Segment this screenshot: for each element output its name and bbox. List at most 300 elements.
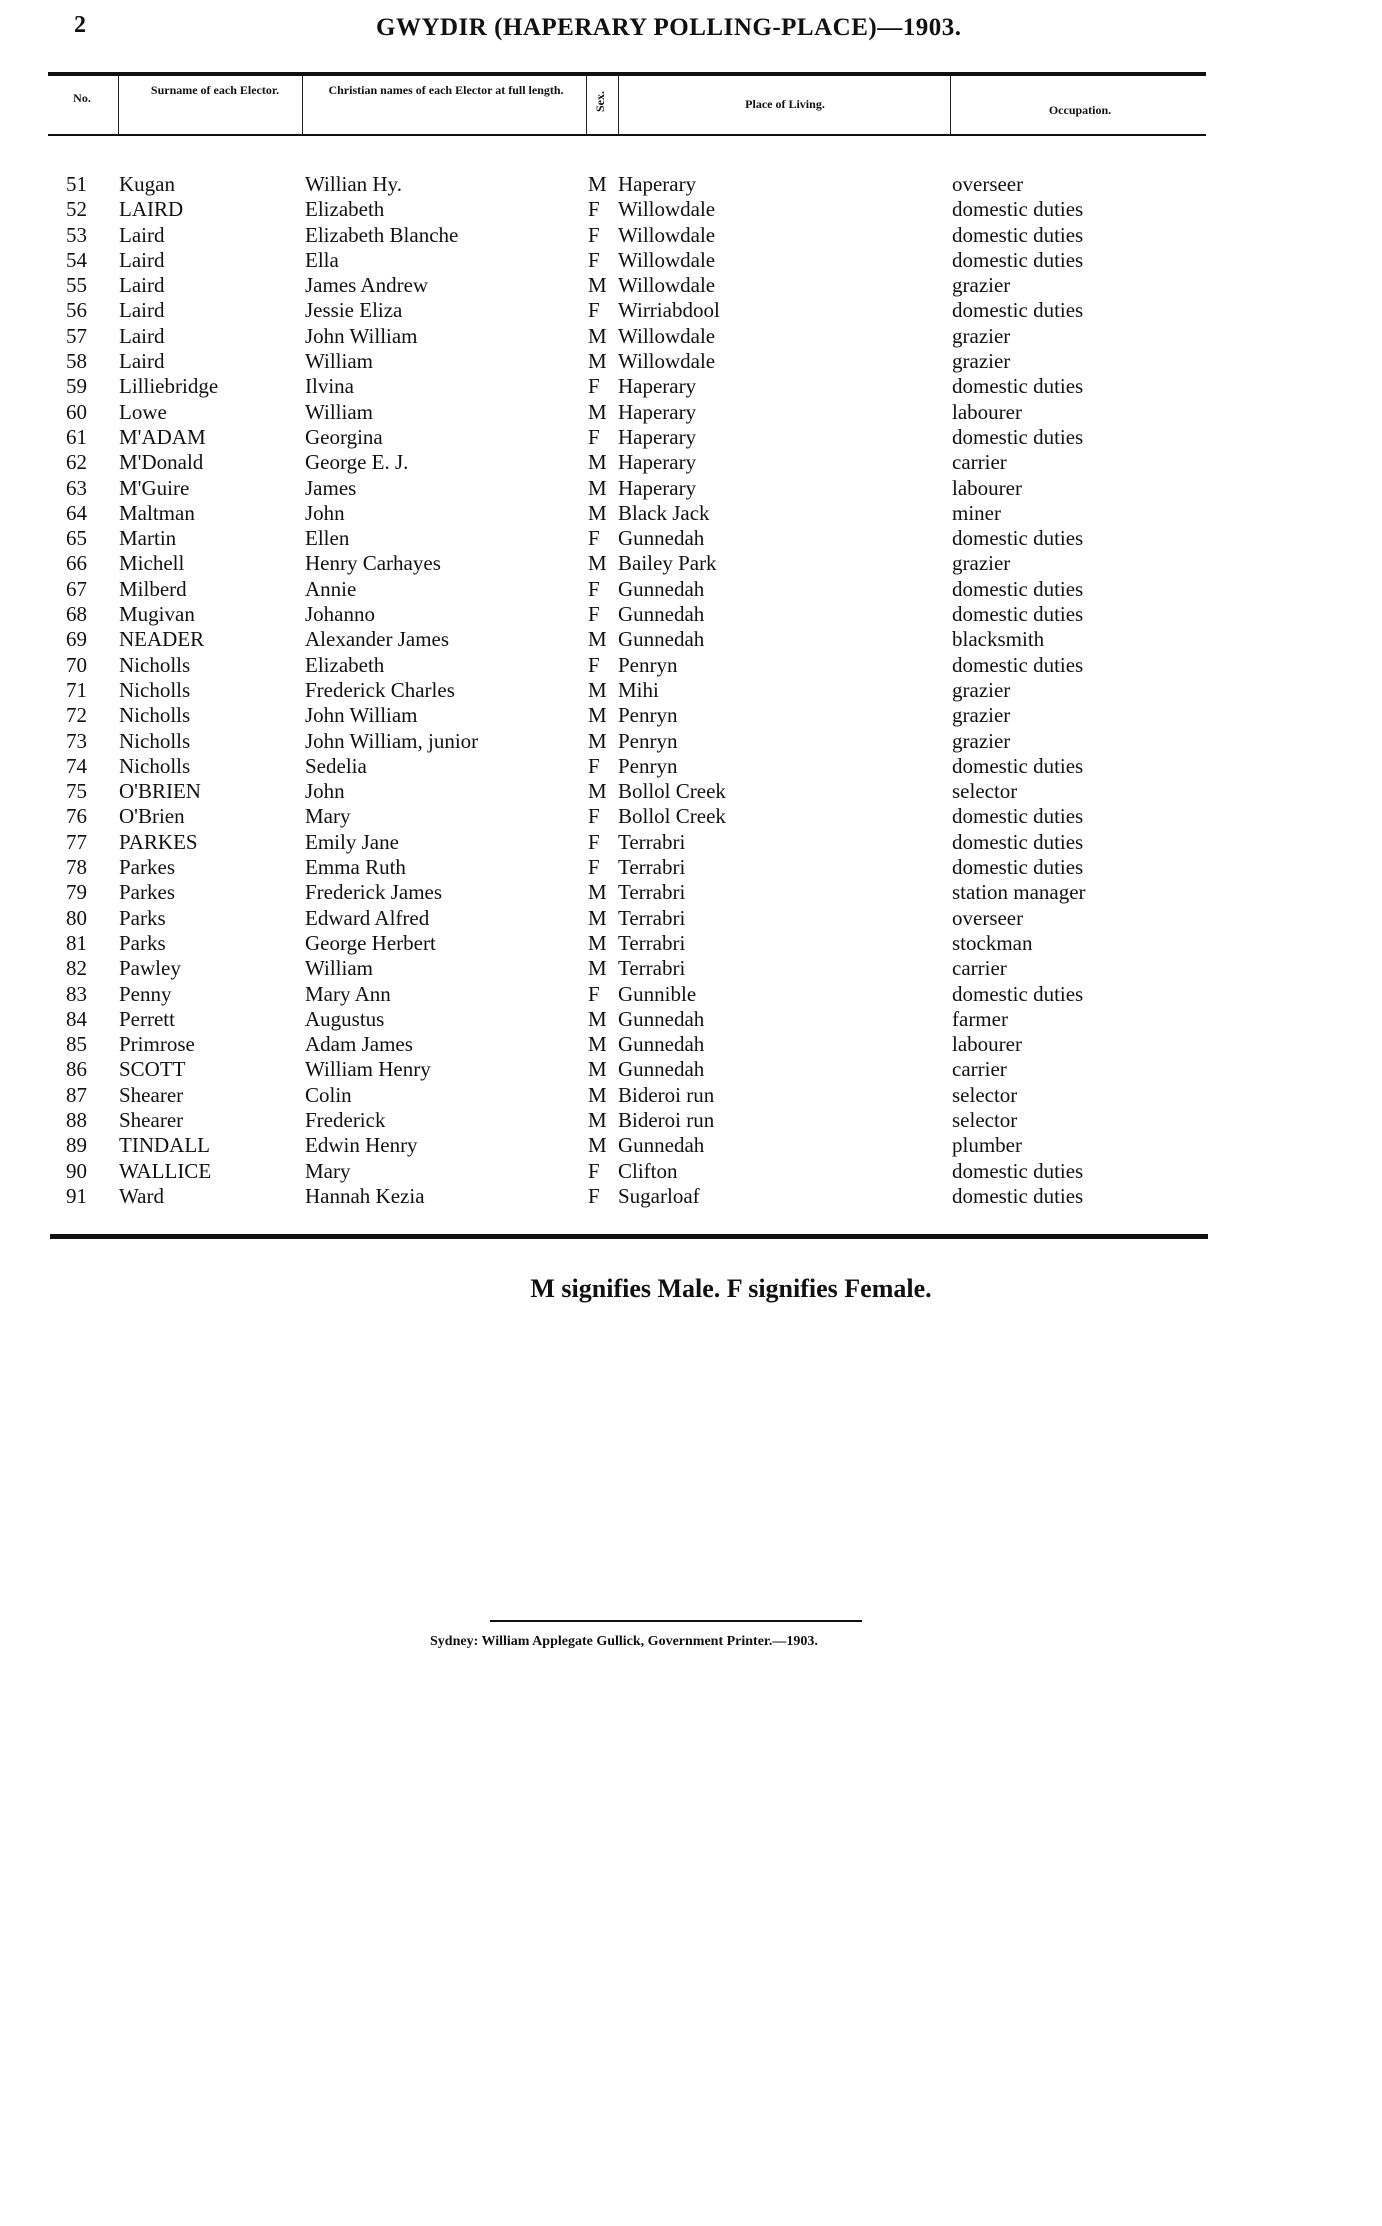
elector-place: Gunnedah (618, 1006, 705, 1031)
elector-number: 57 (66, 323, 87, 348)
elector-occupation: labourer (952, 1032, 1022, 1057)
table-row (0, 526, 1382, 551)
elector-place: Gunnedah (618, 526, 705, 551)
elector-place: Willowdale (618, 323, 716, 348)
printer-rule (490, 1620, 862, 1622)
elector-sex: F (588, 576, 600, 601)
elector-sex: M (588, 1082, 607, 1107)
elector-sex: M (588, 349, 607, 374)
elector-surname: Nicholls (119, 703, 191, 728)
elector-sex: M (588, 880, 607, 905)
column-header-occupation: Occupation. (1048, 103, 1112, 117)
elector-surname: Pawley (119, 956, 181, 981)
elector-sex: M (588, 930, 607, 955)
elector-christian-names: Ellen (305, 526, 350, 551)
elector-surname: Shearer (119, 1082, 184, 1107)
elector-place: Haperary (618, 450, 697, 475)
elector-occupation: domestic duties (952, 298, 1084, 323)
elector-occupation: domestic duties (952, 652, 1084, 677)
elector-place: Terrabri (618, 905, 686, 930)
elector-christian-names: Emma Ruth (305, 855, 406, 880)
elector-number: 56 (66, 298, 87, 323)
elector-surname: Nicholls (119, 728, 191, 753)
elector-christian-names: Elizabeth (305, 652, 385, 677)
elector-occupation: domestic duties (952, 981, 1084, 1006)
elector-place: Clifton (618, 1158, 678, 1183)
table-row (0, 729, 1382, 754)
elector-occupation: domestic duties (952, 1183, 1084, 1208)
elector-occupation: blacksmith (952, 627, 1045, 652)
printer-imprint: Sydney: William Applegate Gullick, Government Printer.—1903. (430, 1634, 818, 1649)
elector-number: 85 (66, 1032, 87, 1057)
elector-sex: F (588, 804, 600, 829)
elector-number: 90 (66, 1158, 87, 1183)
elector-occupation: labourer (952, 399, 1022, 424)
elector-sex: F (588, 247, 600, 272)
elector-number: 82 (66, 956, 87, 981)
column-header-place: Place of Living. (745, 97, 825, 111)
table-row (0, 1032, 1382, 1057)
elector-sex: M (588, 500, 607, 525)
elector-christian-names: Mary Ann (305, 981, 391, 1006)
elector-surname: Milberd (119, 576, 187, 601)
elector-number: 84 (66, 1006, 87, 1031)
elector-surname: Kugan (119, 172, 175, 196)
elector-number: 72 (66, 703, 87, 728)
elector-sex: F (588, 526, 600, 551)
elector-place: Haperary (618, 424, 697, 449)
table-row (0, 602, 1382, 627)
elector-place: Haperary (618, 374, 697, 399)
elector-surname: Parkes (119, 880, 175, 905)
elector-occupation: selector (952, 1082, 1018, 1107)
elector-surname: O'Brien (119, 804, 185, 829)
table-row (0, 754, 1382, 779)
elector-surname: TINDALL (119, 1133, 210, 1158)
elector-christian-names: John William (305, 703, 418, 728)
elector-christian-names: Annie (305, 576, 357, 601)
table-row (0, 349, 1382, 374)
elector-sex: M (588, 450, 607, 475)
elector-occupation: domestic duties (952, 855, 1084, 880)
elector-sex: F (588, 602, 600, 627)
elector-occupation: carrier (952, 1057, 1007, 1082)
table-header-rule (48, 134, 1206, 136)
elector-sex: M (588, 1057, 607, 1082)
elector-sex: F (588, 298, 600, 323)
elector-number: 67 (66, 576, 87, 601)
sex-legend: M signifies Male. F signifies Female. (530, 1274, 932, 1303)
elector-christian-names: Sedelia (305, 753, 367, 778)
elector-surname: Parks (119, 905, 166, 930)
elector-sex: M (588, 1107, 607, 1132)
elector-surname: Laird (119, 222, 165, 247)
elector-surname: Maltman (119, 500, 195, 525)
elector-surname: Laird (119, 247, 165, 272)
elector-surname: M'ADAM (119, 424, 206, 449)
elector-number: 87 (66, 1082, 87, 1107)
table-row (0, 906, 1382, 931)
table-row (0, 551, 1382, 576)
elector-place: Gunnedah (618, 1057, 705, 1082)
table-row (0, 956, 1382, 981)
elector-number: 78 (66, 855, 87, 880)
elector-christian-names: Willian Hy. (305, 172, 402, 196)
elector-place: Bideroi run (618, 1107, 715, 1132)
column-header-surname: Surname of each Elector. (150, 83, 280, 97)
elector-place: Gunnible (618, 981, 697, 1006)
elector-christian-names: Hannah Kezia (305, 1183, 425, 1208)
elector-surname: Nicholls (119, 677, 191, 702)
elector-christian-names: Edwin Henry (305, 1133, 418, 1158)
elector-surname: Penny (119, 981, 172, 1006)
elector-number: 68 (66, 602, 87, 627)
elector-number: 81 (66, 930, 87, 955)
elector-number: 79 (66, 880, 87, 905)
elector-number: 61 (66, 424, 87, 449)
elector-occupation: grazier (952, 728, 1011, 753)
table-row (0, 298, 1382, 323)
elector-occupation: carrier (952, 450, 1007, 475)
table-row (0, 1007, 1382, 1032)
elector-surname: PARKES (119, 829, 198, 854)
elector-christian-names: Emily Jane (305, 829, 399, 854)
elector-surname: Nicholls (119, 652, 191, 677)
table-row (0, 982, 1382, 1007)
table-row (0, 804, 1382, 829)
elector-number: 52 (66, 197, 87, 222)
elector-sex: M (588, 475, 607, 500)
elector-sex: M (588, 703, 607, 728)
column-divider (618, 76, 619, 134)
elector-place: Wirriabdool (618, 298, 720, 323)
table-row (0, 1184, 1382, 1209)
elector-christian-names: Mary (305, 1158, 351, 1183)
elector-christian-names: Jessie Eliza (305, 298, 403, 323)
elector-occupation: domestic duties (952, 1158, 1084, 1183)
elector-surname: O'BRIEN (119, 779, 201, 804)
elector-place: Terrabri (618, 855, 686, 880)
elector-christian-names: Alexander James (305, 627, 450, 652)
elector-sex: F (588, 197, 600, 222)
table-row (0, 425, 1382, 450)
elector-place: Penryn (618, 728, 678, 753)
elector-sex: F (588, 855, 600, 880)
elector-occupation: domestic duties (952, 374, 1084, 399)
elector-surname: Ward (119, 1183, 164, 1208)
elector-christian-names: John (305, 779, 345, 804)
elector-sex: F (588, 981, 600, 1006)
elector-surname: Laird (119, 349, 165, 374)
elector-place: Terrabri (618, 829, 686, 854)
elector-place: Terrabri (618, 956, 686, 981)
column-divider (118, 76, 119, 134)
elector-christian-names: Elizabeth Blanche (305, 222, 459, 247)
elector-place: Bollol Creek (618, 779, 726, 804)
elector-christian-names: Ella (305, 247, 339, 272)
table-row (0, 501, 1382, 526)
elector-sex: M (588, 956, 607, 981)
elector-occupation: farmer (952, 1006, 1008, 1031)
elector-place: Willowdale (618, 273, 716, 298)
elector-surname: Michell (119, 551, 185, 576)
elector-sex: F (588, 829, 600, 854)
elector-christian-names: Mary (305, 804, 351, 829)
elector-sex: M (588, 551, 607, 576)
elector-surname: WALLICE (119, 1158, 212, 1183)
page-number: 2 (74, 12, 86, 38)
elector-occupation: grazier (952, 677, 1011, 702)
elector-number: 75 (66, 779, 87, 804)
elector-occupation: grazier (952, 551, 1011, 576)
elector-christian-names: Georgina (305, 424, 383, 449)
elector-christian-names: James (305, 475, 357, 500)
elector-sex: F (588, 753, 600, 778)
elector-place: Sugarloaf (618, 1183, 700, 1208)
elector-number: 88 (66, 1107, 87, 1132)
elector-number: 53 (66, 222, 87, 247)
elector-christian-names: Johanno (305, 602, 375, 627)
elector-surname: Mugivan (119, 602, 195, 627)
elector-occupation: selector (952, 1107, 1018, 1132)
elector-number: 76 (66, 804, 87, 829)
elector-place: Bollol Creek (618, 804, 726, 829)
elector-surname: Shearer (119, 1107, 184, 1132)
table-row (0, 1159, 1382, 1184)
elector-christian-names: Elizabeth (305, 197, 385, 222)
table-row (0, 223, 1382, 248)
elector-place: Willowdale (618, 222, 716, 247)
elector-number: 89 (66, 1133, 87, 1158)
elector-occupation: domestic duties (952, 804, 1084, 829)
elector-surname: Nicholls (119, 753, 191, 778)
elector-place: Willowdale (618, 247, 716, 272)
elector-christian-names: William (305, 956, 373, 981)
table-row (0, 374, 1382, 399)
table-row (0, 678, 1382, 703)
table-row (0, 577, 1382, 602)
elector-surname: NEADER (119, 627, 205, 652)
elector-christian-names: John (305, 500, 345, 525)
elector-occupation: domestic duties (952, 247, 1084, 272)
elector-number: 74 (66, 753, 87, 778)
elector-sex: M (588, 677, 607, 702)
elector-sex: M (588, 627, 607, 652)
elector-place: Gunnedah (618, 1032, 705, 1057)
elector-surname: M'Donald (119, 450, 204, 475)
elector-occupation: station manager (952, 880, 1086, 905)
elector-occupation: grazier (952, 323, 1011, 348)
elector-occupation: domestic duties (952, 526, 1084, 551)
elector-number: 73 (66, 728, 87, 753)
elector-surname: Parks (119, 930, 166, 955)
table-row (0, 830, 1382, 855)
column-header-no: No. (73, 91, 91, 105)
elector-surname: Lilliebridge (119, 374, 219, 399)
elector-surname: Laird (119, 323, 165, 348)
table-row (0, 779, 1382, 804)
elector-christian-names: William (305, 399, 373, 424)
elector-surname: Martin (119, 526, 177, 551)
elector-christian-names: Ilvina (305, 374, 354, 399)
elector-number: 63 (66, 475, 87, 500)
column-header-christian: Christian names of each Elector at full length. (328, 83, 564, 97)
elector-occupation: domestic duties (952, 222, 1084, 247)
elector-surname: Primrose (119, 1032, 195, 1057)
elector-number: 54 (66, 247, 87, 272)
elector-number: 70 (66, 652, 87, 677)
elector-place: Haperary (618, 172, 697, 196)
elector-surname: SCOTT (119, 1057, 186, 1082)
elector-christian-names: Colin (305, 1082, 352, 1107)
table-row (0, 450, 1382, 475)
elector-number: 62 (66, 450, 87, 475)
table-row (0, 627, 1382, 652)
table-row (0, 1133, 1382, 1158)
elector-sex: M (588, 399, 607, 424)
elector-place: Gunnedah (618, 1133, 705, 1158)
elector-sex: M (588, 779, 607, 804)
table-row (0, 880, 1382, 905)
elector-place: Penryn (618, 703, 678, 728)
elector-christian-names: Frederick James (305, 880, 443, 905)
elector-christian-names: George Herbert (305, 930, 436, 955)
elector-occupation: domestic duties (952, 829, 1084, 854)
elector-sex: M (588, 273, 607, 298)
elector-occupation: grazier (952, 349, 1011, 374)
elector-occupation: labourer (952, 475, 1022, 500)
column-divider (302, 76, 303, 134)
elector-number: 71 (66, 677, 87, 702)
elector-occupation: selector (952, 779, 1018, 804)
elector-place: Haperary (618, 399, 697, 424)
elector-sex: F (588, 1183, 600, 1208)
elector-christian-names: William Henry (305, 1057, 431, 1082)
table-row (0, 1083, 1382, 1108)
elector-occupation: domestic duties (952, 602, 1084, 627)
table-row (0, 197, 1382, 222)
elector-sex: F (588, 1158, 600, 1183)
elector-place: Gunnedah (618, 576, 705, 601)
elector-place: Willowdale (618, 197, 716, 222)
elector-occupation: domestic duties (952, 197, 1084, 222)
elector-occupation: stockman (952, 930, 1033, 955)
elector-surname: M'Guire (119, 475, 190, 500)
elector-sex: M (588, 323, 607, 348)
elector-occupation: domestic duties (952, 753, 1084, 778)
elector-sex: F (588, 424, 600, 449)
elector-surname: Laird (119, 273, 165, 298)
elector-surname: Laird (119, 298, 165, 323)
elector-occupation: grazier (952, 273, 1011, 298)
elector-place: Black Jack (618, 500, 710, 525)
elector-surname: LAIRD (119, 197, 184, 222)
elector-number: 65 (66, 526, 87, 551)
elector-sex: M (588, 1032, 607, 1057)
elector-occupation: miner (952, 500, 1001, 525)
elector-occupation: domestic duties (952, 424, 1084, 449)
elector-number: 83 (66, 981, 87, 1006)
elector-place: Bailey Park (618, 551, 717, 576)
elector-sex: M (588, 1133, 607, 1158)
elector-occupation: domestic duties (952, 576, 1084, 601)
elector-sex: M (588, 728, 607, 753)
elector-number: 77 (66, 829, 87, 854)
table-row (0, 1108, 1382, 1133)
elector-number: 58 (66, 349, 87, 374)
elector-occupation: overseer (952, 172, 1024, 196)
elector-christian-names: Adam James (305, 1032, 413, 1057)
table-row (0, 400, 1382, 425)
column-divider (950, 76, 951, 134)
elector-sex: F (588, 652, 600, 677)
table-row (0, 1057, 1382, 1082)
electors-table (0, 172, 1382, 1209)
elector-number: 91 (66, 1183, 87, 1208)
elector-occupation: carrier (952, 956, 1007, 981)
elector-surname: Parkes (119, 855, 175, 880)
table-row (0, 273, 1382, 298)
elector-place: Penryn (618, 652, 678, 677)
elector-occupation: plumber (952, 1133, 1022, 1158)
elector-sex: M (588, 905, 607, 930)
elector-place: Bideroi run (618, 1082, 715, 1107)
elector-place: Haperary (618, 475, 697, 500)
elector-number: 59 (66, 374, 87, 399)
column-header-sex: Sex. (593, 91, 607, 112)
elector-christian-names: Frederick (305, 1107, 386, 1132)
elector-number: 80 (66, 905, 87, 930)
elector-christian-names: Henry Carhayes (305, 551, 441, 576)
elector-christian-names: John William, junior (305, 728, 479, 753)
elector-place: Terrabri (618, 880, 686, 905)
elector-number: 64 (66, 500, 87, 525)
elector-occupation: overseer (952, 905, 1024, 930)
elector-place: Gunnedah (618, 602, 705, 627)
elector-surname: Perrett (119, 1006, 175, 1031)
elector-sex: F (588, 222, 600, 247)
elector-christian-names: John William (305, 323, 418, 348)
page-title: GWYDIR (HAPERARY POLLING-PLACE)—1903. (376, 14, 962, 41)
elector-sex: F (588, 374, 600, 399)
elector-occupation: grazier (952, 703, 1011, 728)
elector-surname: Lowe (119, 399, 167, 424)
table-row (0, 855, 1382, 880)
elector-number: 60 (66, 399, 87, 424)
table-top-rule (48, 72, 1206, 76)
elector-number: 66 (66, 551, 87, 576)
table-row (0, 248, 1382, 273)
elector-christian-names: Augustus (305, 1006, 385, 1031)
table-row (0, 931, 1382, 956)
elector-christian-names: Frederick Charles (305, 677, 455, 702)
elector-christian-names: George E. J. (305, 450, 409, 475)
elector-place: Terrabri (618, 930, 686, 955)
elector-place: Willowdale (618, 349, 716, 374)
elector-number: 69 (66, 627, 87, 652)
elector-place: Penryn (618, 753, 678, 778)
elector-place: Mihi (618, 677, 659, 702)
elector-sex: M (588, 1006, 607, 1031)
table-row (0, 324, 1382, 349)
table-row (0, 703, 1382, 728)
table-row (0, 172, 1382, 197)
table-row (0, 476, 1382, 501)
table-row (0, 653, 1382, 678)
elector-christian-names: Edward Alfred (305, 905, 430, 930)
column-divider (586, 76, 587, 134)
elector-number: 86 (66, 1057, 87, 1082)
